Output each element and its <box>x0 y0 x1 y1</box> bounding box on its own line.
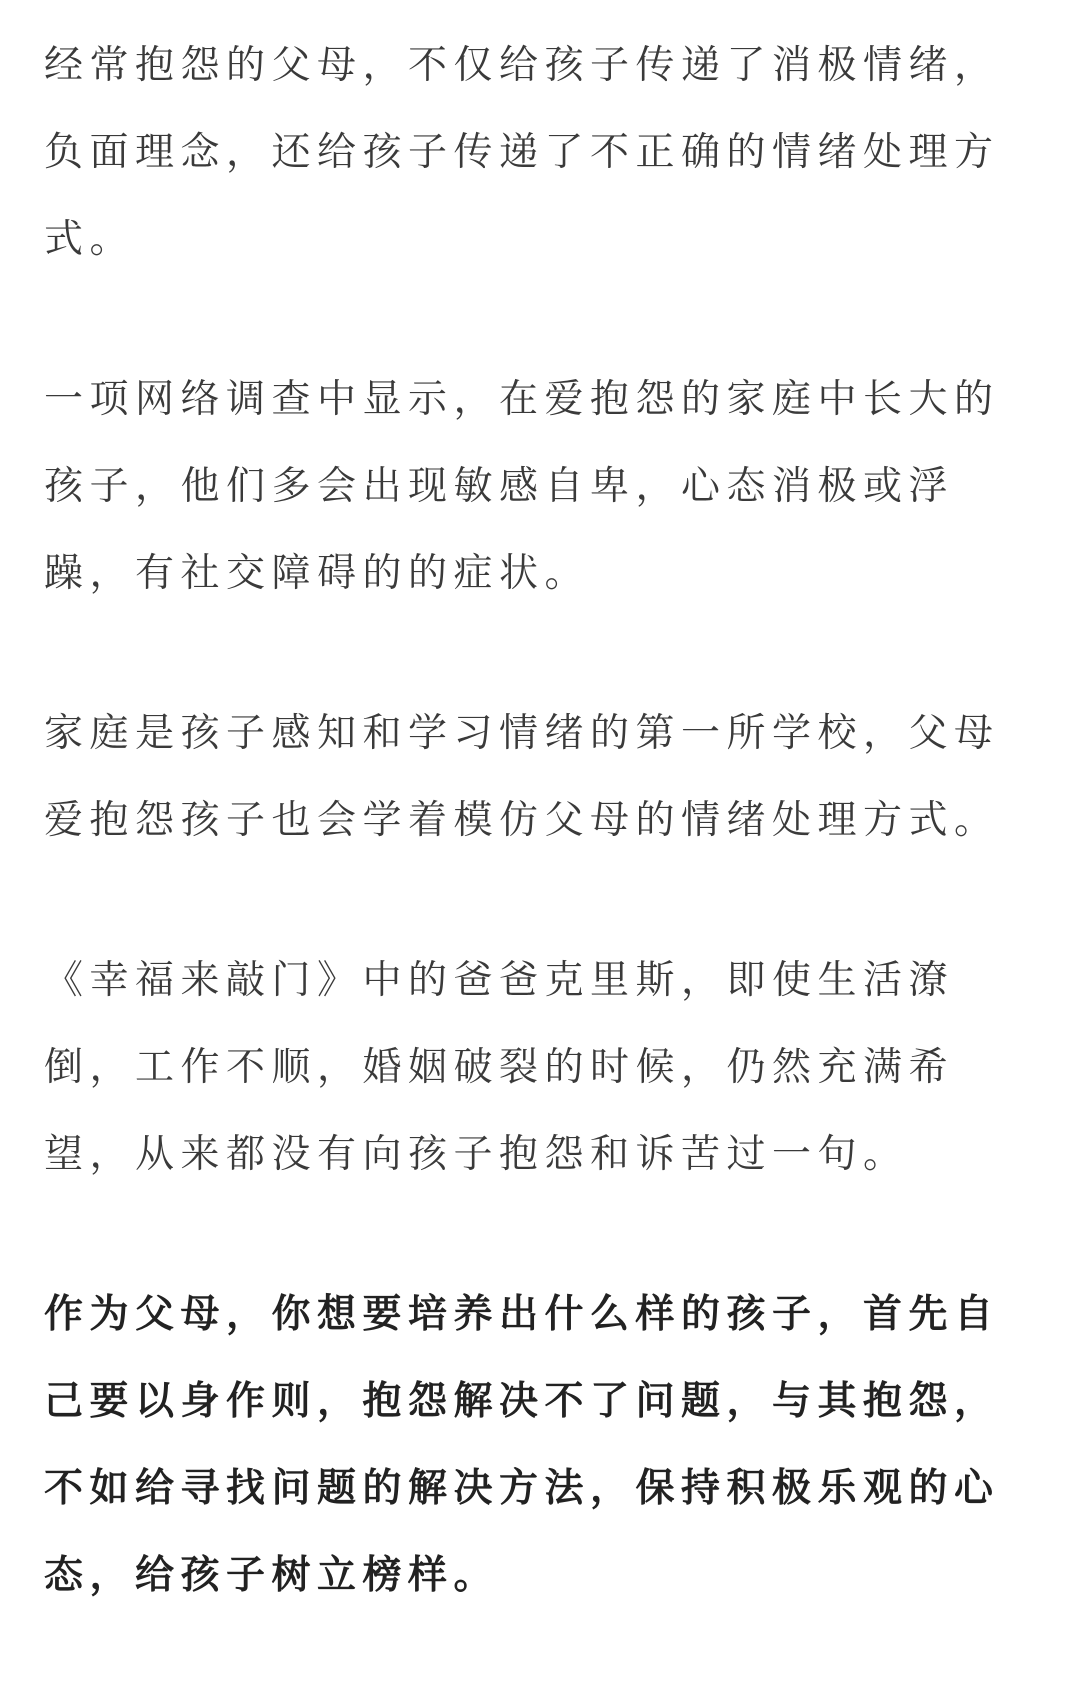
paragraph-line: 家庭是孩子感知和学习情绪的第一所学校，父母 <box>44 711 1000 756</box>
paragraph-line: 躁，有社交障碍的的症状。 <box>44 551 591 596</box>
paragraph-line: 己要以身作则，抱怨解决不了问题，与其抱怨， <box>44 1379 1000 1424</box>
paragraph-line: 孩子，他们多会出现敏感自卑，心态消极或浮 <box>44 464 955 509</box>
paragraph-line: 望，从来都没有向孩子抱怨和诉苦过一句。 <box>44 1132 909 1177</box>
paragraph-1 <box>44 22 1044 283</box>
paragraph-line: 倒，工作不顺，婚姻破裂的时候，仍然充满希 <box>44 1045 955 1090</box>
paragraph-line: 负面理念，还给孩子传递了不正确的情绪处理方 <box>44 130 1000 175</box>
paragraph-line: 态，给孩子树立榜样。 <box>44 1553 500 1598</box>
paragraph-line: 不如给寻找问题的解决方法，保持积极乐观的心 <box>44 1466 1000 1511</box>
article-body <box>44 22 1044 1619</box>
paragraph-5-emphasis <box>44 1271 1044 1619</box>
paragraph-line: 爱抱怨孩子也会学着模仿父母的情绪处理方式。 <box>44 798 1000 843</box>
paragraph-spacer <box>44 617 1044 690</box>
paragraph-spacer <box>44 864 1044 937</box>
paragraph-line: 式。 <box>44 217 136 262</box>
paragraph-line: 经常抱怨的父母，不仅给孩子传递了消极情绪， <box>44 43 1000 88</box>
paragraph-spacer <box>44 1198 1044 1271</box>
paragraph-4 <box>44 937 1044 1198</box>
paragraph-spacer <box>44 283 1044 356</box>
paragraph-line: 一项网络调查中显示，在爱抱怨的家庭中长大的 <box>44 377 1000 422</box>
paragraph-line: 《幸福来敲门》中的爸爸克里斯，即使生活潦 <box>44 958 955 1003</box>
paragraph-2 <box>44 356 1044 617</box>
paragraph-line: 作为父母，你想要培养出什么样的孩子，首先自 <box>44 1292 1000 1337</box>
paragraph-3 <box>44 690 1044 864</box>
